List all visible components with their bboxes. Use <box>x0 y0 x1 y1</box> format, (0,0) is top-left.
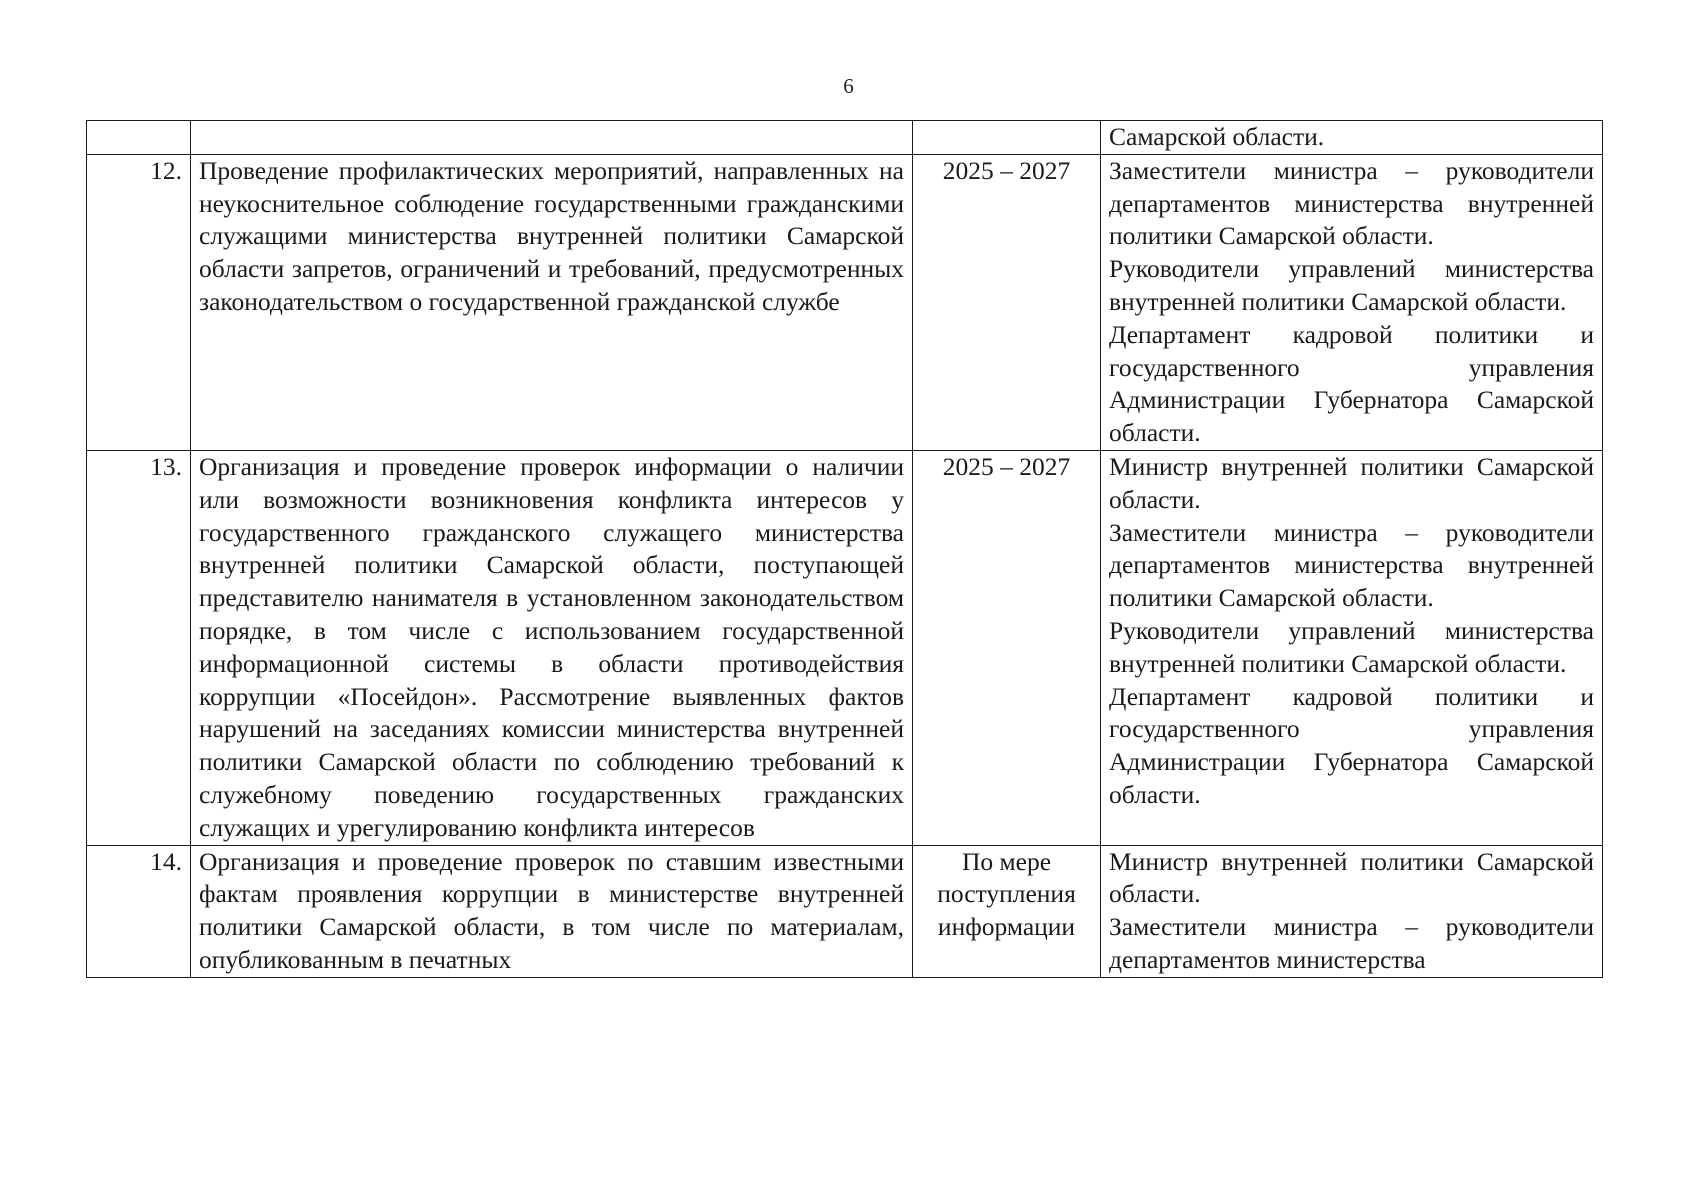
responsible-item: Департамент кадровой политики и государственного управления Администрации Губернатора Самарской области. <box>1109 319 1594 448</box>
measure-term: 2025 – 2027 <box>913 450 1101 845</box>
row-number: 14. <box>87 845 191 977</box>
measure-term: 2025 – 2027 <box>913 154 1101 450</box>
measure-description <box>191 450 913 845</box>
responsible-item: Руководители управлений министерства внутренней политики Самарской области. <box>1109 615 1594 678</box>
measure-text: Организация и проведение проверок по ставшим известными фактам проявления коррупции в министерстве внутренней политики Самарской области, в том числе по материалам, опубликованным в печатных <box>199 846 904 974</box>
measure-description <box>191 845 913 977</box>
responsible-executors <box>1101 154 1603 450</box>
page-number: 6 <box>843 74 854 98</box>
measure-text: Проведение профилактических мероприятий, направленных на неукоснительное соблюдение государственными гражданскими служащими министерства внутренней политики Самарской области запретов, ограничений и требований, предусмотренных законодательством о государственной гражданской службе <box>199 155 904 316</box>
table-row-continuation <box>87 121 1603 155</box>
responsible-executors <box>1101 450 1603 845</box>
responsible-item: Самарской области. <box>1109 122 1325 151</box>
table-row-14 <box>87 845 1603 977</box>
measure-description <box>191 154 913 450</box>
responsible-item: Министр внутренней политики Самарской области. <box>1109 451 1594 514</box>
row-number <box>87 121 191 155</box>
row-number: 12. <box>87 154 191 450</box>
measure-term: По мере поступления информации <box>913 845 1101 977</box>
measure-term <box>913 121 1101 155</box>
measures-table <box>86 120 1603 978</box>
responsible-item: Заместители министра – руководители департаментов министерства внутренней политики Самарской области. <box>1109 517 1594 613</box>
responsible-executors <box>1101 845 1603 977</box>
responsible-item: Департамент кадровой политики и государственного управления Администрации Губернатора Самарской области. <box>1109 681 1594 809</box>
measure-text: Организация и проведение проверок информации о наличии или возможности возникновения конфликта интересов у государственного гражданского служащего министерства внутренней политики Самарской области, поступающей представителю нанимателя в установленном законодательством порядке, в том числе с использованием государственной информационной системы в области противодействия коррупции «Посейдон». Рассмотрение выявленных фактов нарушений на заседаниях комиссии министерства внутренней политики Самарской области по соблюдению требований к служебному поведению государственных гражданских служащих и урегулированию конфликта интересов <box>199 451 904 842</box>
table-row-12 <box>87 154 1603 450</box>
row-number: 13. <box>87 450 191 845</box>
responsible-executors <box>1101 121 1603 155</box>
responsible-item: Заместители министра – руководители департаментов министерства внутренней политики Самарской области. <box>1109 155 1594 251</box>
responsible-item: Министр внутренней политики Самарской области. <box>1109 846 1594 909</box>
responsible-item: Заместители министра – руководители департаментов министерства <box>1109 912 1594 974</box>
measure-description <box>191 121 913 155</box>
table-row-13 <box>87 450 1603 845</box>
responsible-item: Руководители управлений министерства внутренней политики Самарской области. <box>1109 254 1594 316</box>
